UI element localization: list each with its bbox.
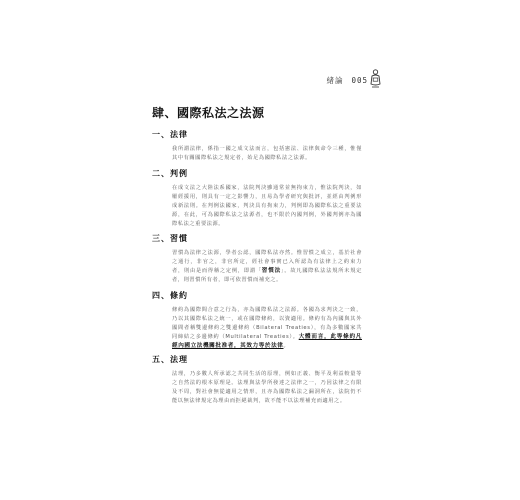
section-body: 條約為國際間合意之行為，亦為國際私法之法源。各國為求判決之一致，乃以其國際私法之統一，或在國際條約，以資適用。條約有為內國與其外國間者稱雙邊條約之雙邊條約（Bilateral Treaties），有為多數國家共同締結之多邊條約（Multilateral Treaties）。大體而言，此等條約凡經內國立法機關批准者，其效力等於法律。 xyxy=(172,307,362,349)
section-heading: 二、判例 xyxy=(152,169,188,178)
running-title: 緒論 xyxy=(326,76,344,85)
emphasized-statement: 大體而言，此等條約凡經內國立法機關批准者，其效力等於法律 xyxy=(172,334,362,349)
section-body: 在成文法之大陸法系國家，法院判決雖通常並無拘束力，惟法院判決，如屢經援用，則具有一定之影響力，且易為學者研究與批評，並經由判例形成新法則。在判例法國家，判決具有拘束力，判例即為國際私法之重要法源，在此，可為國際私法之法源者，也不限於內國判例，外國判例亦為國際私法之重要法源。 xyxy=(172,185,362,227)
section-body: 法理，乃多數人所承認之共同生活的原理，例如正義、衡平及利益較量等之自然法的根本原理是。法理與法學所發達之法律之一，乃因法律之有限及不周，對社會無從適用之情形，且亦為國際私法之漏洞所在，法院仍不能以無法律規定為理由而拒絕裁判，故不能不以法理補充而適用之。 xyxy=(172,371,362,404)
section-jurisprudence xyxy=(0,354,520,406)
section-body: 我所謂法律，係指一國之成文法而言，包括憲法、法律與命令三種，惟僅其中有關國際私法之規定者，始足為國際私法之法源。 xyxy=(172,146,362,161)
section-heading: 五、法理 xyxy=(152,355,188,364)
section-body: 習慣為法律之法源，學者公認，國際私法亦然。惟習慣之成立，基於社會之通行，非官之，非官所定，經社會事實已入所認為有法律上之約束力者，則由是而得稱之定例，即謂「習慣法」。故凡國際私法法規所未規定者，則習慣所有者，即可依習慣而補充之。 xyxy=(172,250,362,283)
section-law xyxy=(0,129,520,163)
running-header xyxy=(326,75,368,86)
key-term: 習慣法 xyxy=(261,268,281,274)
section-heading: 一、法律 xyxy=(152,130,188,139)
section-heading: 三、習慣 xyxy=(152,234,188,243)
section-precedent xyxy=(0,168,520,229)
section-heading: 四、條約 xyxy=(152,291,188,300)
scholar-figure-icon xyxy=(369,69,382,89)
chapter-title: 肆、國際私法之法源 xyxy=(152,106,265,120)
section-treaty xyxy=(0,290,520,351)
section-custom xyxy=(0,233,520,285)
page-number: 005 xyxy=(351,76,368,85)
